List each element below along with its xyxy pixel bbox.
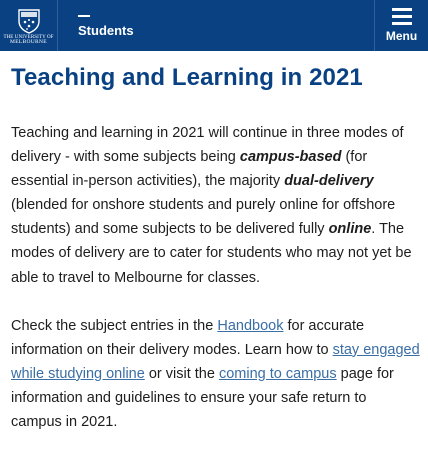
main-content bbox=[11, 62, 421, 434]
handbook-link[interactable]: Handbook bbox=[217, 317, 284, 334]
menu-label: Menu bbox=[385, 29, 418, 43]
stay-engaged-online-link[interactable]: stay engaged while studying online bbox=[11, 341, 420, 382]
logo-line-1: THE UNIVERSITY OF bbox=[3, 34, 54, 40]
coming-to-campus-link[interactable]: coming to campus bbox=[218, 365, 337, 382]
page-title: Teaching and Learning in 2021 bbox=[11, 64, 363, 91]
section-dash bbox=[78, 15, 90, 17]
online-emphasis: online bbox=[328, 221, 372, 238]
resources-paragraph: Check the subject entries in the Handbook for accurate information on their delivery modes. Learn how to stay engaged while studying online or visit the coming to campus page for information and guidelines to ensure your safe return to campus in 2021. bbox=[11, 317, 420, 431]
site-section-link[interactable] bbox=[58, 0, 374, 51]
dual-delivery-emphasis: dual-delivery bbox=[284, 173, 374, 190]
university-crest-icon bbox=[16, 8, 42, 34]
hamburger-menu-icon bbox=[392, 8, 412, 24]
campus-based-emphasis: campus-based bbox=[239, 149, 342, 166]
menu-button[interactable] bbox=[374, 0, 428, 51]
section-label: Students bbox=[78, 23, 134, 38]
university-logo[interactable] bbox=[0, 0, 58, 51]
delivery-modes-paragraph: Teaching and learning in 2021 will continue in three modes of delivery - with some subjects being campus-based (for essential in-person activities), the majority dual-delivery (blended for onshore students and purely online for offshore students) and some subjects to be delivered fully online. The modes of delivery are to cater for students who may not yet be able to travel to Melbourne for classes. bbox=[11, 125, 412, 286]
logo-line-2: MELBOURNE bbox=[10, 39, 47, 45]
site-header bbox=[0, 0, 428, 51]
